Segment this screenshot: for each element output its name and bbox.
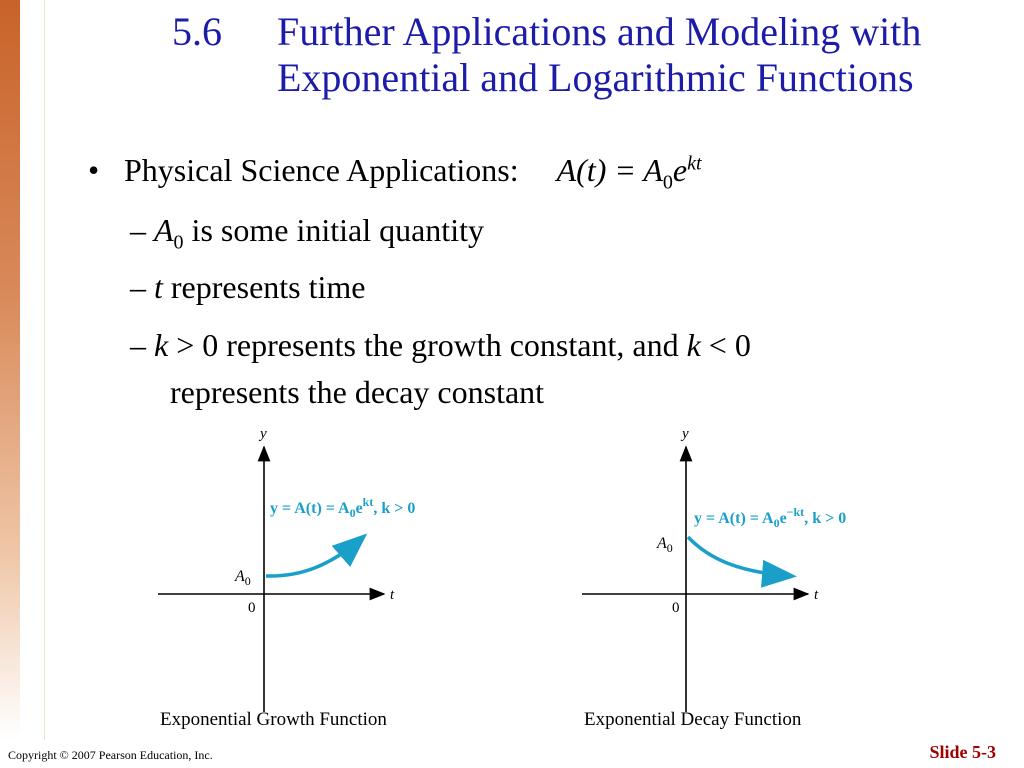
sub-var: A: [154, 212, 174, 248]
bullet-text: Physical Science Applications:: [124, 152, 519, 188]
sub-text: > 0 represents the growth constant, and: [168, 327, 687, 363]
growth-origin-label: 0: [248, 600, 256, 616]
sub-text-2: < 0: [700, 327, 751, 363]
formula-base: e: [672, 152, 688, 188]
growth-intercept-label: $A_0$: [235, 568, 251, 588]
sub-dash: –: [130, 212, 146, 248]
formula-lhs: A(t) = A: [556, 152, 663, 188]
sub-var: t: [154, 269, 163, 305]
sub-var: k: [154, 327, 169, 363]
decay-figure: [582, 426, 846, 712]
section-number: 5.6: [172, 9, 222, 54]
decay-origin-label: 0: [672, 600, 680, 616]
decay-equation: $y = A(t) = A_0e^{-kt}$, k > 0: [694, 505, 847, 530]
growth-equation: $y = A(t) = A_0e^{kt}$, k > 0: [270, 495, 416, 520]
growth-figure: [158, 426, 415, 712]
sub-dash: –: [130, 269, 146, 305]
formula-sup: kt: [687, 152, 702, 175]
decay-x-label: t: [814, 587, 819, 603]
growth-y-label: y: [260, 426, 267, 442]
title-line-2: Exponential and Logarithmic Functions: [277, 55, 914, 100]
decay-y-label: y: [682, 426, 689, 442]
sub-item-decay-continuation: represents the decay constant: [170, 374, 545, 410]
sub-text: represents time: [162, 269, 366, 305]
copyright-notice: Copyright © 2007 Pearson Education, Inc.: [8, 748, 213, 762]
title-line-1: Further Applications and Modeling with: [277, 9, 922, 54]
growth-x-label: t: [390, 587, 395, 603]
growth-curve: [266, 538, 362, 576]
sub-var-2: k: [686, 327, 701, 363]
sub-text: is some initial quantity: [183, 212, 484, 248]
decay-intercept-label: $A_0$: [657, 535, 673, 555]
sub-var-sub: 0: [173, 231, 184, 254]
bullet-marker: •: [88, 152, 100, 188]
slide-number: Slide 5-3: [929, 742, 996, 762]
sub-dash: –: [130, 327, 146, 363]
growth-caption: Exponential Growth Function: [160, 709, 387, 730]
formula-sub: 0: [662, 171, 673, 194]
decay-caption: Exponential Decay Function: [584, 709, 802, 730]
decay-curve: [688, 537, 790, 576]
